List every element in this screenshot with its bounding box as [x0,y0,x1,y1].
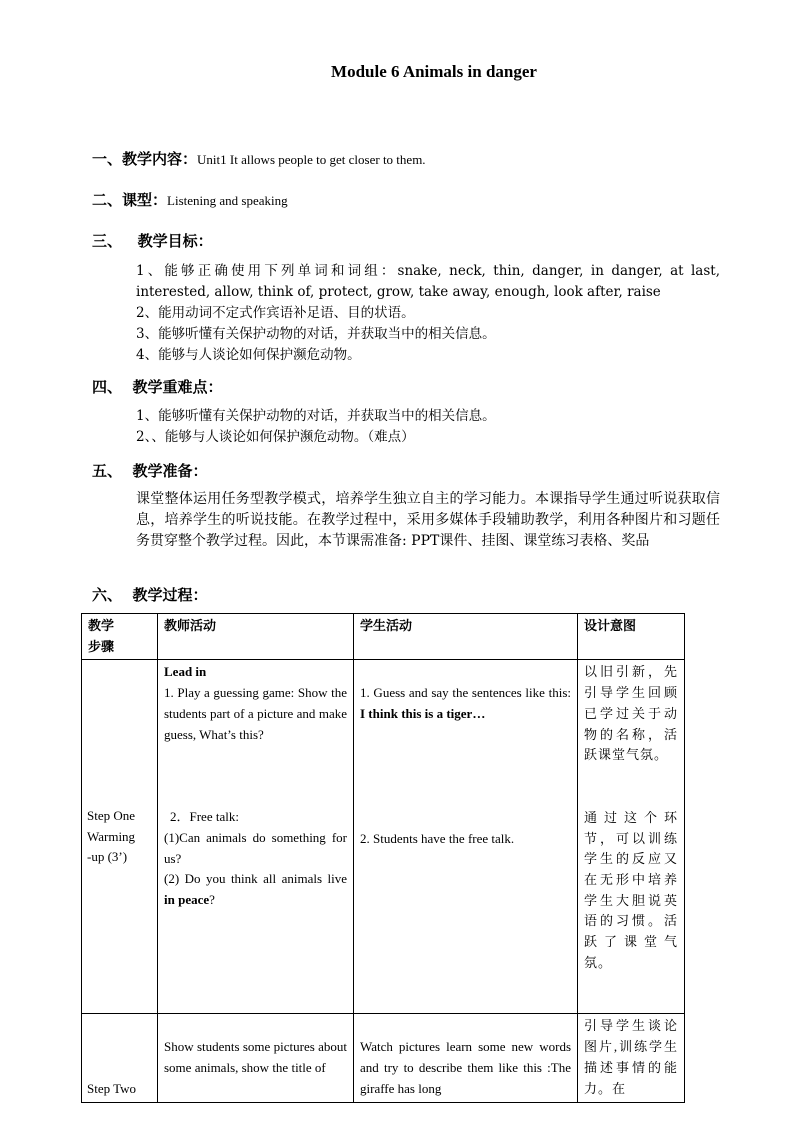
objective-2: 2、能用动词不定式作宾语补足语、目的状语。 [136,305,415,321]
table-row [82,660,685,1014]
section-lesson-type-value: Listening and speaking [167,193,288,208]
step-label: Step One [87,807,136,823]
teacher-activity-cell [158,1014,354,1102]
design-intent-cell [578,1014,685,1102]
teacher-activity-2b [164,869,347,910]
step-label: Warming [87,828,136,844]
process-table [81,613,685,1103]
lead-in-title: Lead in [164,664,207,680]
objectives-list [136,261,720,366]
section-content-heading: 一、教学内容： [92,150,198,168]
table-header-row [82,614,685,660]
teacher-activity-cell [158,660,354,1014]
header-step-line1: 教学 [88,618,115,633]
design-intent-2: 通过这个环节，可以训练学生的反应又在无形中培养学生大胆说英语的习惯。活跃了课堂气氛。 [584,809,678,970]
design-intent-text: 引导学生谈论图片,训练学生描述事情的能力。在 [584,1018,678,1096]
student-activity-2: 2. Students have the free talk. [360,830,515,846]
section-preparation [92,460,207,481]
teacher-activity-2b-bold: in peace [164,892,210,908]
section-preparation-heading: 五、 教学准备： [92,462,208,480]
objective-1a: 1、能够正确使用下列单词和词组：snake, neck, thin, danger, in danger, at last, [136,263,720,279]
student-activity-cell [354,1014,578,1102]
objective-4: 4、能够与人谈论如何保护濒危动物。 [136,347,361,363]
teacher-activity-2a: (1)Can animals do something for us? [164,829,347,866]
step-cell [82,660,158,1014]
section-lesson-type-heading: 二、课型： [92,191,168,209]
objective-3: 3、能够听懂有关保护动物的对话，并获取当中的相关信息。 [136,326,496,342]
section-process-heading: 六、 教学过程： [92,586,208,604]
step-cell [82,1014,158,1102]
header-student: 学生活动 [354,614,578,660]
student-activity-1 [360,683,571,724]
design-intent-1: 以旧引新，先引导学生回顾已学过关于动物的名称，活跃课堂气氛。 [584,664,678,763]
page-title: Module 6 Animals in danger [331,62,537,81]
header-design: 设计意图 [578,614,685,660]
step-label: Step Two [87,1080,137,1096]
teacher-activity-1: 1. Play a guessing game: Show the students part of a picture and make guess, What’s this? [164,685,347,742]
step-label: -up (3’) [87,849,128,865]
section-key-points [92,376,222,397]
teacher-activity-2b-text: (2) Do you think all animals live [164,871,347,887]
header-step [82,614,158,660]
table-row [82,1014,685,1102]
key-point-2: 2、、能够与人谈论如何保护濒危动物。（难点） [136,429,415,445]
section-objectives [92,230,213,251]
section-lesson-type [92,189,288,210]
header-step-line2: 步骤 [88,638,115,654]
teacher-activity-text: Show students some pictures about some animals, show the title of [164,1039,347,1076]
section-content [92,148,426,169]
student-activity-1-text: 1. Guess and say the sentences like this: [360,685,571,701]
section-key-points-heading: 四、 教学重难点： [92,378,223,396]
header-teacher: 教师活动 [158,614,354,660]
design-intent-cell [578,660,685,1014]
student-activity-text: Watch pictures learn some new words and try to describe them like this :The giraffe has long [360,1039,571,1096]
key-points-list [136,406,720,448]
objective-1b: interested, allow, think of, protect, grow, take away, enough, look after, raise [136,284,661,300]
preparation-text: 课堂整体运用任务型教学模式，培养学生独立自主的学习能力。本课指导学生通过听说获取信息，培养学生的听说技能。在教学过程中，采用多媒体手段辅助教学，利用各种图片和习题任务贯穿整个教学过程。因此，本节课需准备: PPT课件、挂图、课堂练习表格、奖品 [136,491,720,549]
student-activity-cell [354,660,578,1014]
key-point-1: 1、能够听懂有关保护动物的对话，并获取当中的相关信息。 [136,408,496,424]
student-activity-1-bold: I think this is a tiger… [360,706,486,722]
section-process [92,584,207,605]
teacher-activity-2-heading: 2．Free talk: [170,809,239,825]
section-objectives-heading: 三、 教学目标： [92,232,213,250]
section-content-value: Unit1 It allows people to get closer to them. [197,152,426,167]
teacher-activity-2b-end: ? [209,892,215,908]
